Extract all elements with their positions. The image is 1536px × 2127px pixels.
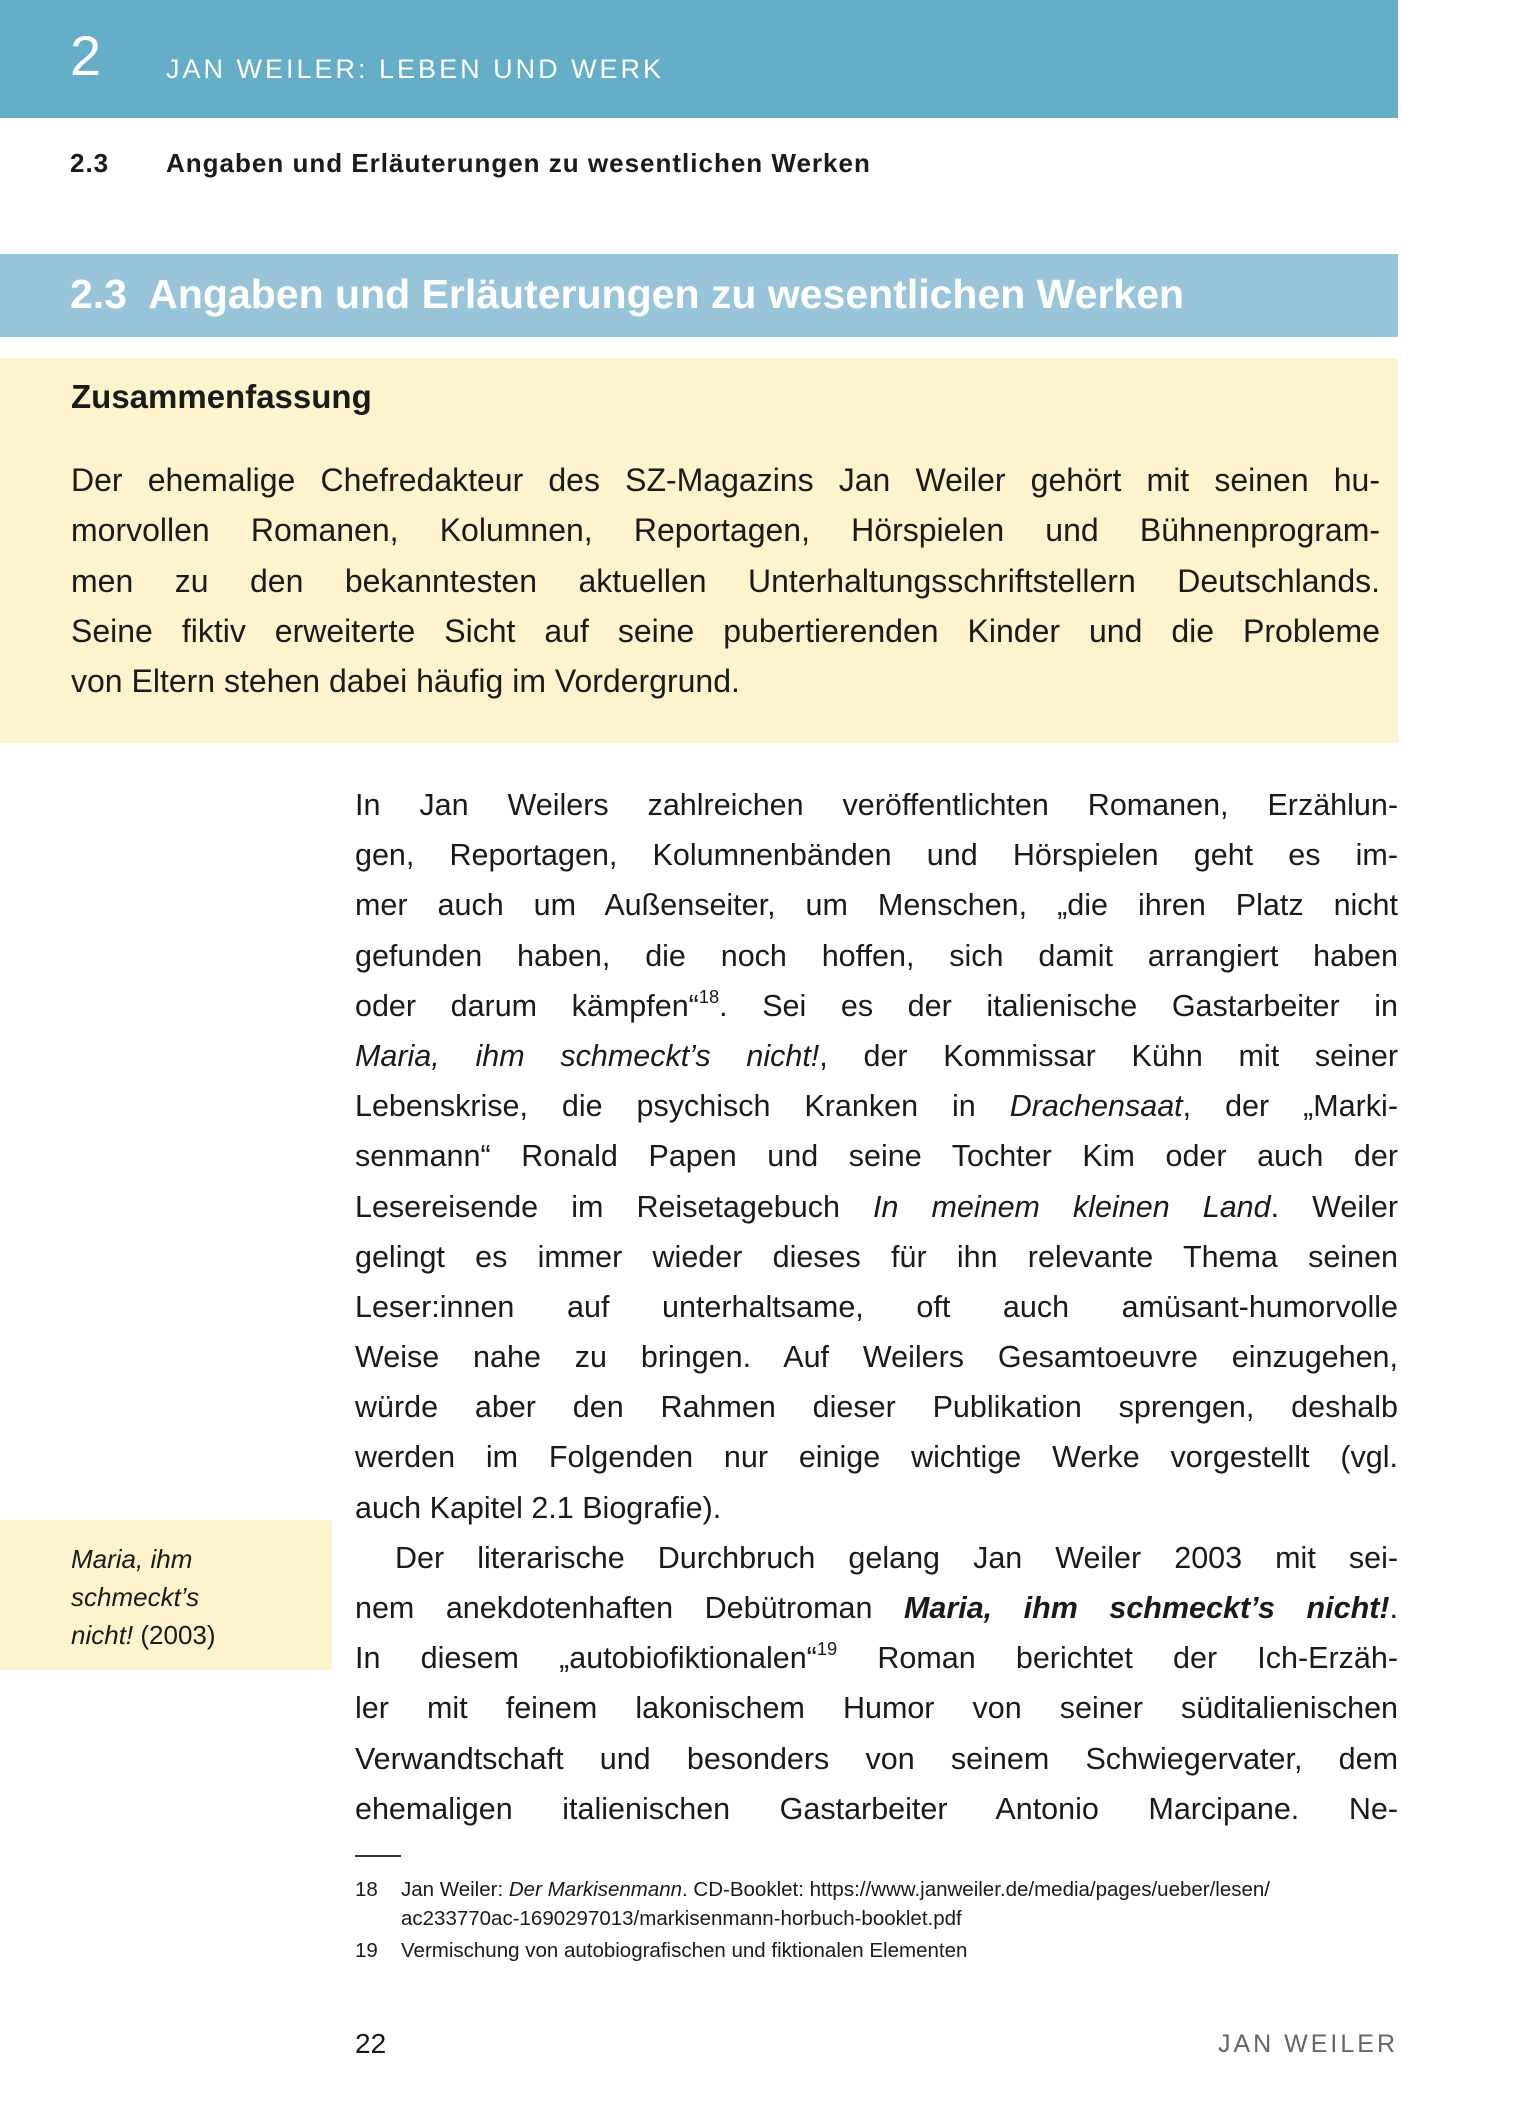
margin-note-title-line: schmeckt’s	[71, 1582, 200, 1612]
summary-line: von Eltern stehen dabei häufig im Vordergrund.	[71, 663, 740, 700]
body-text-run: gelingt es immer wieder dieses für ihn relevante Thema seinen	[355, 1239, 1398, 1274]
body-text-run: , der „Marki-	[1182, 1089, 1398, 1124]
work-title: Maria, ihm schmeckt’s nicht!	[903, 1591, 1390, 1625]
body-text-run: gen, Reportagen, Kolumnenbänden und Hörspielen geht es im-	[355, 838, 1398, 873]
margin-note-title-line: Maria, ihm	[71, 1544, 193, 1574]
body-line	[355, 1583, 1398, 1633]
body-line	[355, 1683, 1398, 1733]
body-text-run: Der literarische Durchbruch gelang Jan Weiler 2003 mit sei-	[395, 1540, 1398, 1575]
running-head-title: Angaben und Erläuterungen zu wesentlichen Werken	[166, 148, 871, 178]
footnote-divider	[355, 1855, 401, 1857]
body-text-run: In diesem „autobiofiktionalen“	[355, 1641, 817, 1676]
body-line	[355, 830, 1398, 880]
body-line	[355, 1784, 1398, 1834]
body-line	[355, 780, 1398, 830]
summary-line: morvollen Romanen, Kolumnen, Reportagen, Hörspielen und Bühnenprogram-	[71, 512, 1380, 549]
body-line	[355, 1031, 1398, 1081]
footnote-19	[355, 1936, 1398, 1965]
summary-line: Seine fiktiv erweiterte Sicht auf seine pubertierenden Kinder und die Probleme	[71, 612, 1380, 649]
body-line	[355, 1131, 1398, 1181]
body-text-run: Lesereisende im Reisetagebuch	[355, 1189, 873, 1224]
margin-note-title-line: nicht!	[71, 1620, 134, 1650]
body-line	[355, 1533, 1398, 1583]
footnote-ref[interactable]: 18	[698, 985, 720, 1007]
footnote-text: Vermischung von autobiografischen und fiktionalen Elementen	[401, 1939, 968, 1962]
body-line	[355, 1081, 1398, 1131]
running-head-number: 2.3	[70, 148, 110, 178]
body-line	[355, 1633, 1398, 1683]
work-title: Drachensaat	[1009, 1089, 1183, 1124]
summary-line: Der ehemalige Chefredakteur des SZ-Magazins Jan Weiler gehört mit seinen hu-	[71, 462, 1380, 498]
body-line	[355, 1182, 1398, 1232]
body-line	[355, 1282, 1398, 1332]
body-line	[355, 1483, 1398, 1533]
running-head	[70, 150, 871, 176]
footnote-text: Jan Weiler:	[401, 1878, 509, 1901]
work-title: Maria, ihm schmeckt’s nicht!	[355, 1038, 820, 1073]
body-line	[355, 1382, 1398, 1432]
body-text-run: würde aber den Rahmen dieser Publikation sprengen, deshalb	[355, 1390, 1398, 1425]
footnote-number: 18	[355, 1878, 378, 1901]
body-text-run: nem anekdotenhaften Debütroman	[355, 1591, 904, 1625]
body-text-run: Verwandtschaft und besonders von seinem Schwiegervater, dem	[355, 1741, 1398, 1776]
body-line	[355, 981, 1398, 1031]
page-number: 22	[355, 2028, 387, 2059]
body-text-run: In Jan Weilers zahlreichen veröffentlichten Romanen, Erzählun-	[355, 788, 1398, 822]
footnote-18	[355, 1875, 1398, 1933]
body-text-run: Weise nahe zu bringen. Auf Weilers Gesamtoeuvre einzugehen,	[355, 1340, 1398, 1375]
footnote-link[interactable]: . CD-Booklet: https://www.janweiler.de/media/pages/ueber/lesen/	[682, 1878, 1271, 1901]
body-line	[355, 931, 1398, 981]
chapter-header-bar	[0, 0, 1398, 118]
footnote-number: 19	[355, 1939, 378, 1962]
work-title: In meinem kleinen Land	[872, 1189, 1271, 1224]
footnote-work-title: Der Markisenmann	[508, 1878, 683, 1901]
body-line	[355, 880, 1398, 930]
section-title: 2.3 Angaben und Erläuterungen zu wesentlichen Werken	[70, 271, 1185, 317]
body-text-run: . Weiler	[1270, 1189, 1398, 1224]
body-text-run: . Sei es der italienische Gastarbeiter in	[719, 988, 1398, 1023]
body-text-run: ler mit feinem lakonischem Humor von seiner süditalienischen	[355, 1691, 1398, 1726]
body-text-run: Lebenskrise, die psychisch Kranken in	[355, 1089, 1010, 1124]
footnote-link[interactable]: ac233770ac-1690297013/markisenmann-horbuch-booklet.pdf	[401, 1907, 962, 1930]
margin-note	[0, 1520, 332, 1670]
body-text-run: senmann“ Ronald Papen und seine Tochter Kim oder auch der	[355, 1139, 1398, 1174]
chapter-title: JAN WEILER: LEBEN UND WERK	[166, 54, 665, 84]
body-text-run: Roman berichtet der Ich-Erzäh-	[837, 1641, 1398, 1676]
footnote-ref[interactable]: 19	[816, 1638, 838, 1660]
margin-note-year: (2003)	[140, 1620, 216, 1650]
body-text-run: , der Kommissar Kühn mit seiner	[819, 1038, 1398, 1073]
body-line	[355, 1232, 1398, 1282]
footer-author: JAN WEILER	[1217, 2030, 1398, 2058]
body-text-run: werden im Folgenden nur einige wichtige Werke vorgestellt (vgl.	[355, 1440, 1398, 1475]
summary-line: men zu den bekanntesten aktuellen Unterhaltungsschriftstellern Deutschlands.	[71, 562, 1380, 599]
body-text-run: oder darum kämpfen“	[355, 988, 699, 1023]
body-text-run: ehemaligen italienischen Gastarbeiter Antonio Marcipane. Ne-	[355, 1791, 1398, 1826]
body-text	[355, 780, 1398, 1834]
body-line	[355, 1432, 1398, 1482]
body-line	[355, 1734, 1398, 1784]
summary-heading: Zusammenfassung	[71, 378, 372, 415]
body-line	[355, 1332, 1398, 1382]
body-text-run: mer auch um Außenseiter, um Menschen, „die ihren Platz nicht	[355, 888, 1398, 923]
summary-box	[0, 358, 1398, 743]
body-text-run: auch Kapitel 2.1 Biografie).	[355, 1490, 722, 1525]
body-text-run: Leser:innen auf unterhaltsame, oft auch amüsant-humorvolle	[355, 1289, 1398, 1324]
chapter-number: 2	[70, 24, 102, 87]
body-text-run: gefunden haben, die noch hoffen, sich damit arrangiert haben	[355, 938, 1398, 973]
section-title-bar	[0, 254, 1398, 337]
body-text-run: .	[1389, 1591, 1398, 1625]
summary-text	[71, 455, 1380, 706]
